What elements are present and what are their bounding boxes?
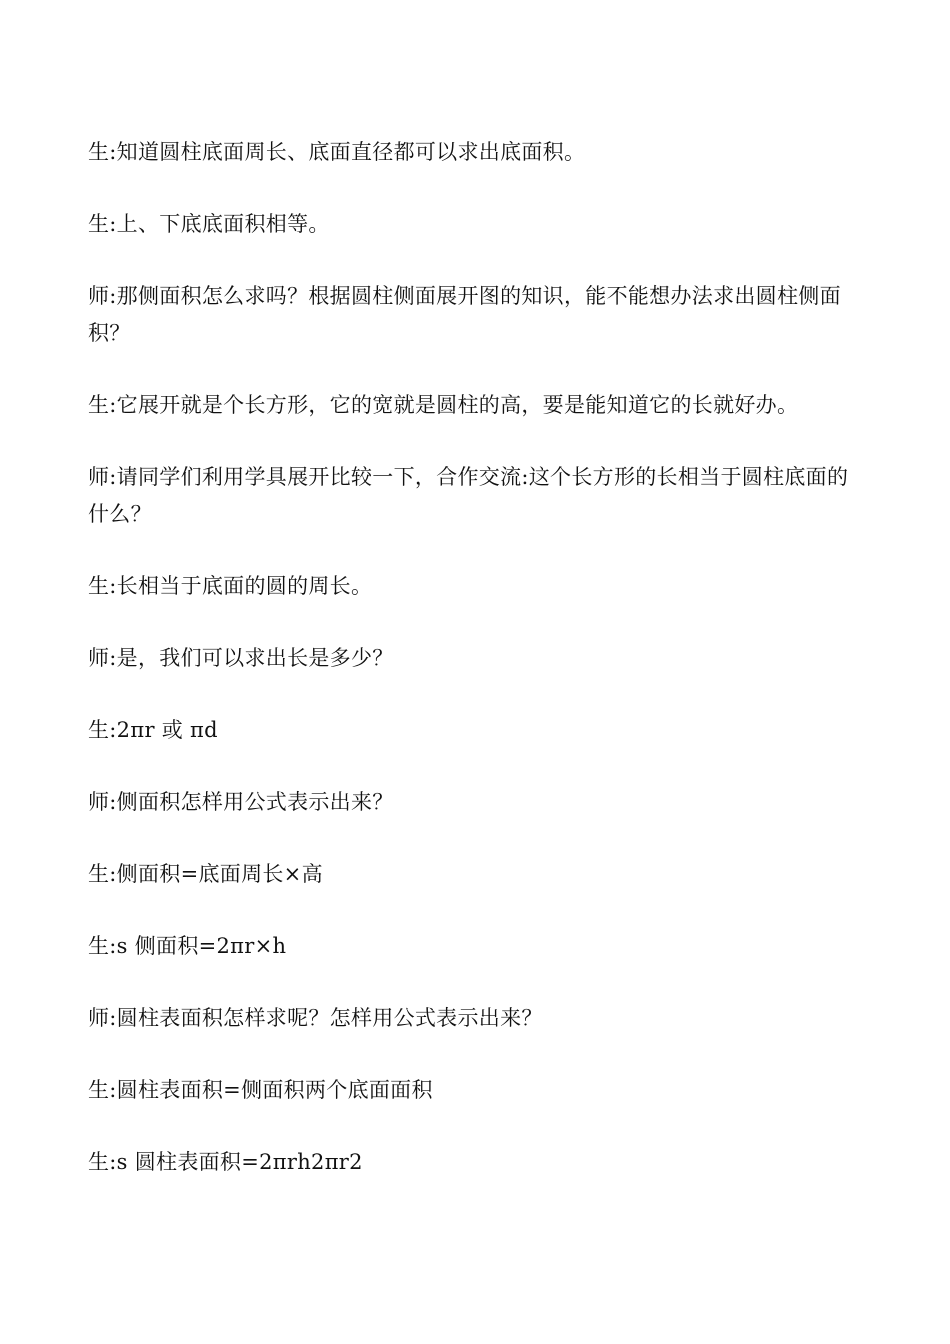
dialogue-line: 生:圆柱表面积=侧面积两个底面面积 bbox=[88, 1078, 433, 1102]
dialogue-line: 生:s 圆柱表面积=2πrh2πr2 bbox=[88, 1150, 363, 1174]
dialogue-line: 生:它展开就是个长方形，它的宽就是圆柱的高，要是能知道它的长就好办。 bbox=[88, 393, 799, 417]
dialogue-line: 师:侧面积怎样用公式表示出来？ bbox=[88, 790, 394, 814]
dialogue-line: 师:圆柱表面积怎样求呢？怎样用公式表示出来？ bbox=[88, 1006, 543, 1030]
dialogue-line: 生:s 侧面积=2πr×h bbox=[88, 934, 287, 958]
dialogue-line: 生:知道圆柱底面周长、底面直径都可以求出底面积。 bbox=[88, 140, 586, 164]
dialogue-line: 生:长相当于底面的圆的周长。 bbox=[88, 574, 373, 598]
dialogue-line: 生:上、下底底面积相等。 bbox=[88, 212, 330, 236]
dialogue-line: 生:侧面积=底面周长×高 bbox=[88, 862, 323, 886]
dialogue-line: 师:请同学们利用学具展开比较一下，合作交流:这个长方形的长相当于圆柱底面的什么？ bbox=[88, 465, 849, 526]
dialogue-line: 师:那侧面积怎么求吗？根据圆柱侧面展开图的知识，能不能想办法求出圆柱侧面积？ bbox=[88, 284, 841, 345]
dialogue-line: 生:2πr 或 πd bbox=[88, 718, 218, 742]
document-body bbox=[88, 134, 866, 1216]
dialogue-line: 师:是，我们可以求出长是多少？ bbox=[88, 646, 394, 670]
